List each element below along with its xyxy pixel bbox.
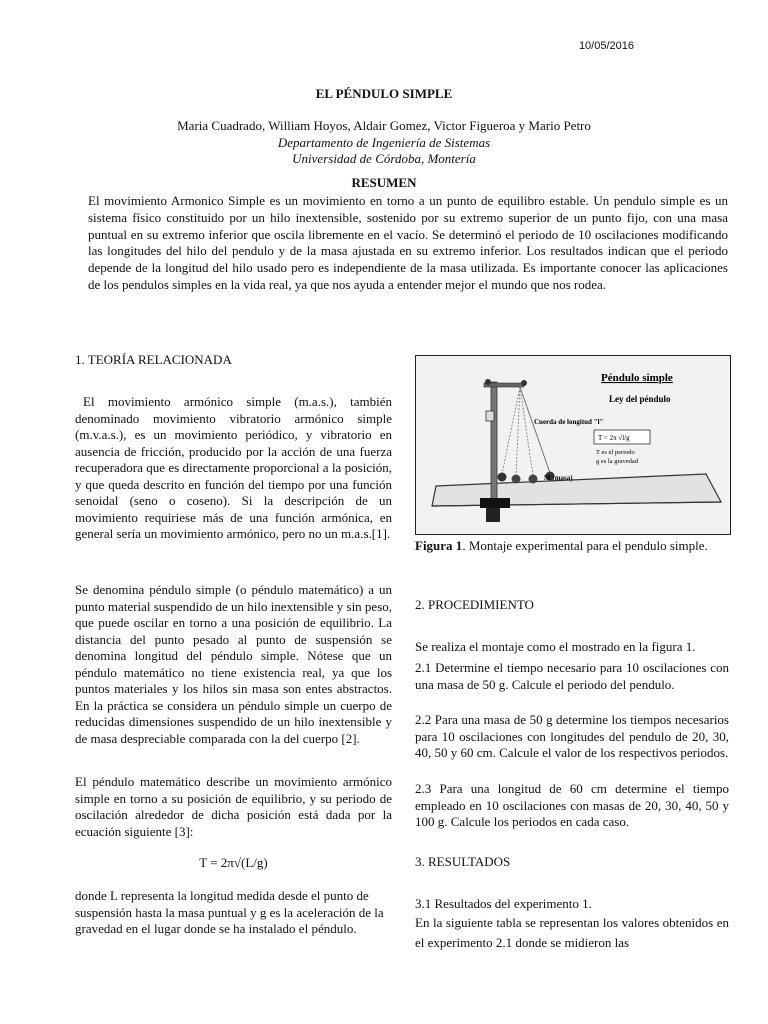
figure-caption-label: Figura 1 bbox=[415, 538, 463, 553]
figure-title: Péndulo simple bbox=[601, 372, 673, 384]
pendulum-bob bbox=[512, 475, 521, 484]
abstract-heading: RESUMEN bbox=[351, 175, 417, 190]
affiliation-department: Departamento de Ingeniería de Sistemas bbox=[277, 135, 491, 150]
period-note: T es el periodo bbox=[596, 449, 635, 456]
document-date: 10/05/2016 bbox=[578, 40, 634, 52]
paper-title: EL PÉNDULO SIMPLE bbox=[315, 86, 453, 101]
theory-paragraph-4: donde L representa la longitud medida desde el punto de suspensión hasta la masa puntual y g es la aceleración de la gravedad en el lugar donde se ha instalado el péndulo. bbox=[75, 888, 384, 936]
period-equation: T = 2π√(L/g) bbox=[199, 855, 268, 870]
procedure-step-2: 2.2 Para una masa de 50 g determine los tiempos necesarios para 10 oscilaciones con longitudes del pendulo de 20, 30, 40, 50 y 60 cm. Calcule el valor de los respectivos periodos. bbox=[415, 712, 729, 760]
figure-formula: T = 2π √l/g bbox=[598, 434, 630, 442]
results-text: En la siguiente tabla se representan los valores obtenidos en el experimento 2.1 donde se midieron las bbox=[415, 915, 729, 950]
section-2-heading: 2. PROCEDIMIENTO bbox=[415, 597, 534, 612]
pendulum-bob bbox=[529, 475, 538, 484]
pendulum-diagram bbox=[416, 356, 730, 534]
procedure-step-1: 2.1 Determine el tiempo necesario para 10 oscilaciones con una masa de 50 g. Calcule el periodo del pendulo. bbox=[415, 660, 729, 692]
results-subheading: 3.1 Resultados del experimento 1. bbox=[415, 896, 592, 911]
clamp bbox=[486, 411, 494, 421]
figure-caption bbox=[415, 538, 729, 555]
section-3-heading: 3. RESULTADOS bbox=[415, 854, 511, 869]
figure-subtitle: Ley del péndulo bbox=[609, 394, 671, 404]
pendulum-bob bbox=[498, 473, 507, 482]
authors: Maria Cuadrado, William Hoyos, Aldair Gomez, Victor Figueroa y Mario Petro bbox=[177, 118, 591, 133]
gravity-note: g es la gravedad bbox=[596, 458, 639, 465]
theory-paragraph-3: El péndulo matemático describe un movimiento armónico simple en torno a su posición de equilibrio, y su periodo de oscilación alrededor de dicha posición está dada por la ecuación siguiente [3]: bbox=[75, 774, 392, 839]
stand-base bbox=[480, 498, 510, 508]
section-1-heading: 1. TEORÍA RELACIONADA bbox=[75, 352, 232, 367]
figure-caption-text: . Montaje experimental para el pendulo simple. bbox=[462, 538, 708, 553]
string-length-label: Cuerda de longitud "l" bbox=[534, 418, 604, 426]
stand-rod bbox=[491, 382, 497, 500]
abstract-text: El movimiento Armonico Simple es un movimiento en torno a un punto de equilibro estable. Un pendulo simple es un sistema físico constituido por un hilo inextensible, sostenido por su extremo superior de un punto fijo, con una masa puntual en su extremo inferior que oscila libremente en el vacío. Se determinó el periodo de 10 oscilaciones modificando las longitudes del hilo del pendulo y de la masa ajustada en su extremo inferior. Los resultados indican que el periodo depende de la longitud del hilo usado pero es independiente de la masa utilizada. Es importante conocer las aplicaciones de los pendulos simples en la vida real, ya que nos ayuda a entender mejor el mundo que nos rodea. bbox=[88, 193, 728, 292]
affiliation-university: Universidad de Córdoba, Montería bbox=[292, 151, 476, 166]
procedure-intro: Se realiza el montaje como el mostrado en la figura 1. bbox=[415, 639, 696, 654]
theory-paragraph-2: Se denomina péndulo simple (o péndulo matemático) a un punto material suspendido de un hilo inextensible y sin peso, que puede oscilar en torno a una posición de equilibrio. La distancia del punto pesado al punto de suspensión se denomina longitud del péndulo simple. Nótese que un péndulo matemático no tiene existencia real, ya que los puntos materiales y los hilos sin masa son entes abstractos. En la práctica se considera un péndulo simple un cuerpo de reducidas dimensiones suspendido de un hilo inextensible y de masa despreciable comparada con la del cuerpo [2]. bbox=[75, 582, 393, 746]
procedure-step-3: 2.3 Para una longitud de 60 cm determine el tiempo empleado en 10 oscilaciones con masas de 20, 30, 40, 50 y 100 g. Calcule los periodos en cada caso. bbox=[415, 781, 729, 829]
pendulum-figure bbox=[415, 355, 731, 535]
mass-label: M (masa) bbox=[544, 474, 573, 482]
theory-paragraph-1: El movimiento armónico simple (m.a.s.), también denominado movimiento vibratorio armónico simple (m.v.a.s.), es un movimiento periódico, y vibratorio en ausencia de fricción, producido por la acción de una fuerza recuperadora que es directamente proporcional a la posición, y que queda descrito en función del tiempo por una función senoidal (seno o coseno). Si la descripción de un movimiento requiriese más de una función armónica, en general sería un movimiento armónico, pero no un m.a.s.[1]. bbox=[75, 394, 392, 541]
